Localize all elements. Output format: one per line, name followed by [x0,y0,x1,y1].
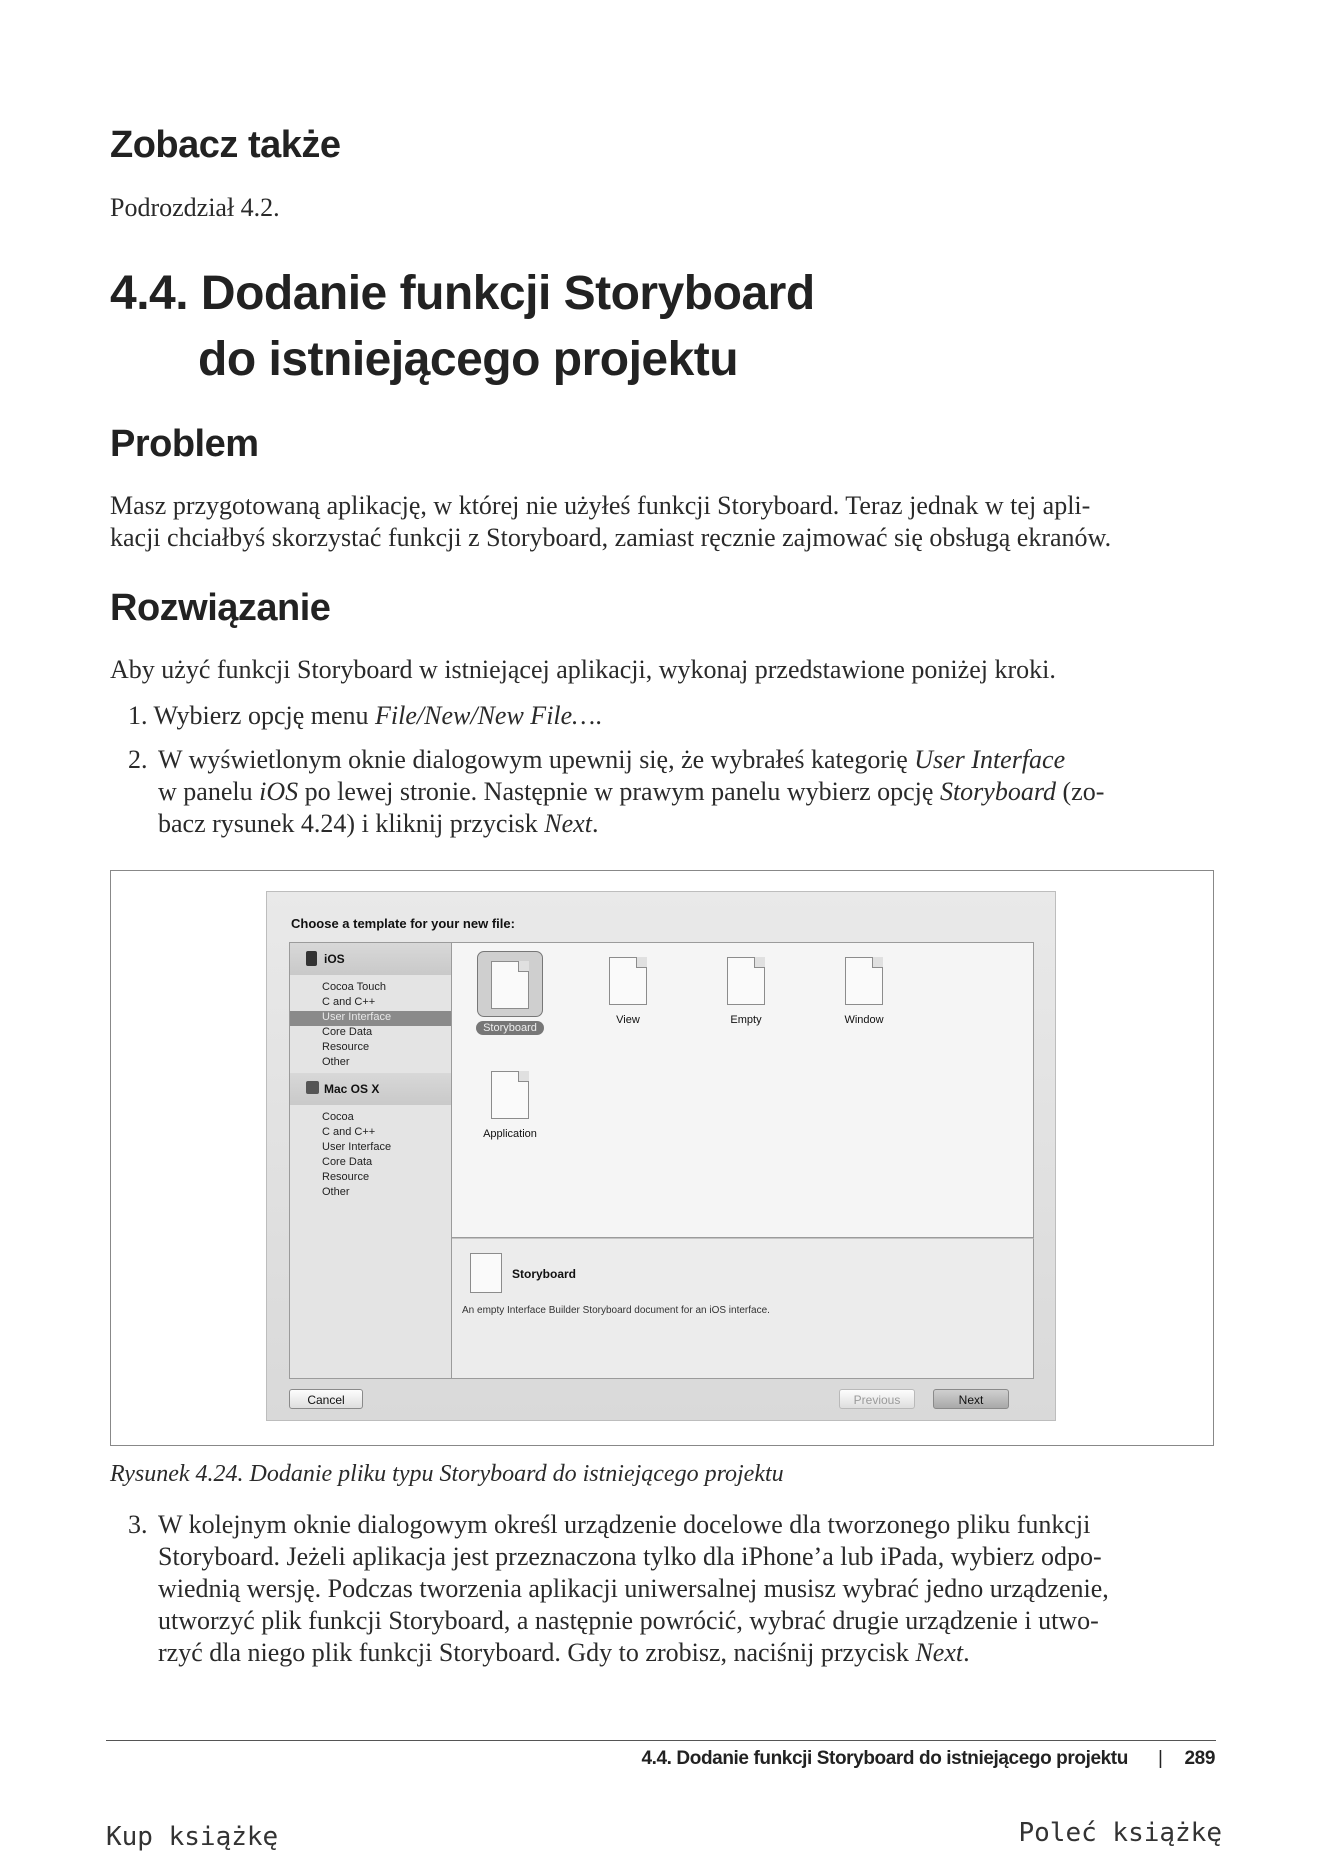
section-title-line1: 4.4. Dodanie funkcji Storyboard [110,267,815,320]
step-2-line-3 [158,808,1216,840]
step-2-l3-end: . [591,809,599,838]
step-1 [128,700,1216,732]
step-3-line-5 [158,1637,1216,1669]
solution-intro: Aby użyć funkcji Storyboard w istniejącej aplikacji, wykonaj przedstawione poniżej kroki. [110,655,1056,684]
step-1-menu: File/New/New File… [375,701,596,730]
figure-caption: Rysunek 4.24. Dodanie pliku typu Storyboard do istniejącego projektu [110,1461,784,1487]
sidebar-item-mac-user-interface[interactable]: User Interface [322,1141,392,1153]
application-file-icon [491,1071,529,1119]
template-view-label: View [616,1014,640,1026]
sidebar-group-ios[interactable] [290,943,451,975]
step-2-l2-text-b: po lewej stronie. Następnie w prawym panelu wybierz opcję [298,777,940,806]
step-2-number: 2. [128,745,148,774]
step-1-number: 1. [128,701,148,730]
step-2-l2-text-a: w panelu [158,777,260,806]
sidebar-item-ios-resource[interactable]: Resource [322,1041,370,1053]
view-file-icon [609,957,647,1005]
sidebar-group-macosx[interactable] [290,1073,451,1105]
ios-device-icon [306,951,317,966]
step-1-text: Wybierz opcję menu [153,701,376,730]
selected-template-name: Storyboard [512,1267,577,1281]
template-window-label: Window [844,1014,884,1026]
new-file-dialog [266,891,1056,1421]
figure-4-24 [110,870,1214,1446]
template-view[interactable] [578,957,678,1027]
sidebar-item-mac-cocoa[interactable]: Cocoa [322,1111,354,1123]
template-application[interactable] [460,1071,560,1141]
template-storyboard-box [477,951,543,1017]
sidebar-item-ios-cocoa-touch[interactable]: Cocoa Touch [322,981,387,993]
step-2-line-1 [158,744,1216,776]
problem-paragraph [110,490,1216,554]
step-2-l3-text: bacz rysunek 4.24) i kliknij przycisk [158,809,545,838]
template-storyboard[interactable] [460,951,560,1035]
solution-heading: Rozwiązanie [110,587,331,629]
step-2-next: Next [544,809,592,838]
step-2-l1-text: W wyświetlonym oknie dialogowym upewnij się, że wybrałeś kategorię [158,745,915,774]
step-1-end: . [595,701,602,730]
page-number: 289 [1184,1748,1215,1769]
footer-rule [106,1740,1216,1741]
sidebar-item-mac-other[interactable]: Other [322,1186,350,1198]
template-sidebar [289,942,452,1379]
sidebar-group-macosx-label: Mac OS X [324,1082,380,1096]
sidebar-item-mac-core-data[interactable]: Core Data [322,1156,373,1168]
problem-line-2: kacji chciałbyś skorzystać funkcji z Storyboard, zamiast ręcznie zajmować się obsługą ekranów. [110,523,1112,552]
mac-finder-icon [306,1081,319,1094]
dialog-title: Choose a template for your new file: [291,916,515,931]
template-grid [452,942,1034,1238]
next-button[interactable]: Next [933,1389,1009,1409]
step-2-option: Storyboard [939,777,1056,806]
step-2-category: User Interface [914,745,1066,774]
storyboard-file-icon [491,961,529,1009]
recommend-book-link[interactable]: Poleć książkę [1018,1818,1222,1848]
buy-book-link[interactable]: Kup książkę [106,1822,279,1852]
template-empty-label: Empty [730,1014,762,1026]
step-3-next: Next [915,1638,964,1667]
step-3-line-4: utworzyć plik funkcji Storyboard, a następnie powrócić, wybrać drugie urządzenie i utwo- [158,1606,1099,1635]
cancel-button[interactable]: Cancel [289,1389,363,1409]
sidebar-item-ios-other[interactable]: Other [322,1056,350,1068]
empty-file-icon [727,957,765,1005]
sidebar-item-ios-user-interface[interactable]: User Interface [290,1011,451,1026]
footer-running-title: 4.4. Dodanie funkcji Storyboard do istniejącego projektu [641,1748,1128,1769]
step-2 [128,744,1216,840]
step-3-line-3: wiednią wersję. Podczas tworzenia aplikacji uniwersalnej musisz wybrać jedno urządzenie, [158,1574,1109,1603]
problem-line-1: Masz przygotowaną aplikację, w której nie użyłeś funkcji Storyboard. Teraz jednak w tej apli- [110,491,1091,520]
template-empty[interactable] [696,957,796,1027]
see-also-heading: Zobacz także [110,124,341,166]
running-footer [641,1748,1215,1770]
step-3-l5-text: rzyć dla niego plik funkcji Storyboard. Gdy to zrobisz, naciśnij przycisk [158,1638,916,1667]
template-storyboard-label: Storyboard [476,1021,544,1035]
footer-separator: | [1157,1748,1163,1769]
template-window[interactable] [814,957,914,1027]
sidebar-item-ios-core-data[interactable]: Core Data [322,1026,373,1038]
problem-heading: Problem [110,423,259,465]
previous-button[interactable]: Previous [839,1389,915,1409]
template-application-label: Application [483,1128,537,1140]
window-file-icon [845,957,883,1005]
sidebar-item-mac-c-cpp[interactable]: C and C++ [322,1126,376,1138]
step-2-line-2 [158,776,1216,808]
step-3-l5-end: . [963,1638,970,1667]
selected-template-icon [470,1253,502,1293]
step-3-line-2: Storyboard. Jeżeli aplikacja jest przeznaczona tylko dla iPhone’a lub iPada, wybierz odpo- [158,1542,1102,1571]
step-3-number: 3. [128,1510,148,1539]
sidebar-group-ios-label: iOS [324,952,345,966]
step-2-l2-text-c: (zo- [1056,777,1105,806]
selected-template-description: An empty Interface Builder Storyboard document for an iOS interface. [462,1305,770,1316]
see-also-text: Podrozdział 4.2. [110,193,280,222]
step-3-line-1: W kolejnym oknie dialogowym określ urządzenie docelowe dla tworzonego pliku funkcji [158,1510,1091,1539]
step-3 [128,1509,1216,1669]
template-description [452,1238,1034,1379]
sidebar-item-ios-c-cpp[interactable]: C and C++ [322,996,376,1008]
step-2-panel: iOS [259,777,299,806]
section-title-line2: do istniejącego projektu [198,333,739,386]
sidebar-item-mac-resource[interactable]: Resource [322,1171,370,1183]
